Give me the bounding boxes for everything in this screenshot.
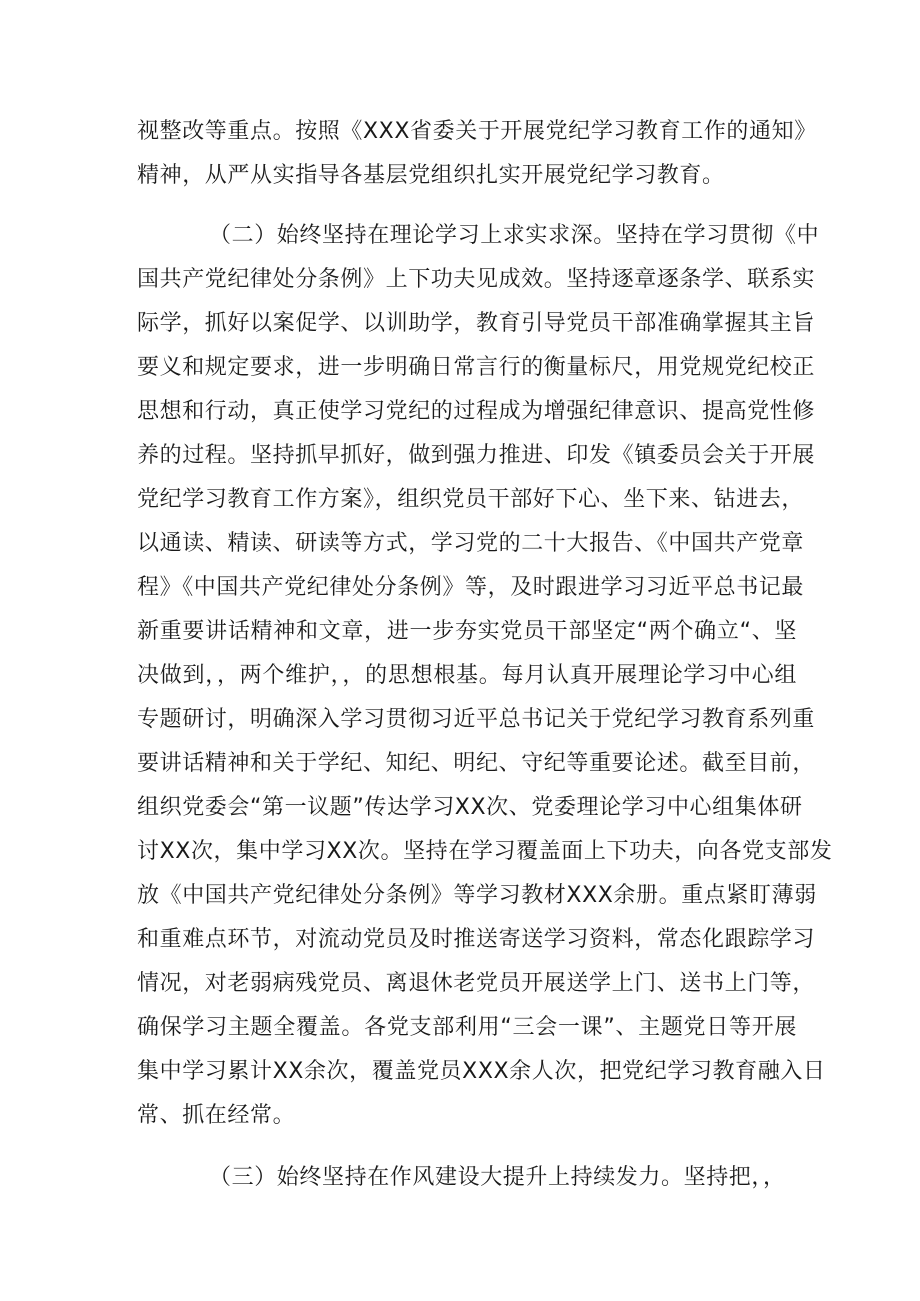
paragraph-line: 决做到，，两个维护，，的思想根基。每月认真开展理论学习中心组: [137, 663, 797, 688]
paragraph-line: 养的过程。坚持抓早抓好，做到强力推进、印发《镇委员会关于开展: [137, 443, 816, 468]
paragraph-line: 常、抓在经常。: [137, 1103, 296, 1128]
paragraph-line: 视整改等重点。按照《XXX省委关于开展党纪学习教育工作的通知》: [137, 119, 817, 144]
paragraph-line: 讨XX次，集中学习XX次。坚持在学习覆盖面上下功夫，向各党支部发: [137, 839, 833, 864]
paragraph-line: 放《中国共产党纪律处分条例》等学习教材XXX余册。重点紧盯薄弱: [137, 883, 817, 908]
paragraph-line: 思想和行动，真正使学习党纪的过程成为增强纪律意识、提高党性修: [137, 399, 816, 424]
paragraph-line: 情况，对老弱病残党员、离退休老党员开展送学上门、送书上门等，: [137, 971, 816, 996]
paragraph-line: 专题研讨，明确深入学习贯彻习近平总书记关于党纪学习教育系列重: [137, 707, 816, 732]
paragraph-line: 组织党委会“第一议题”传达学习XX次、党委理论学习中心组集体研: [137, 795, 803, 820]
paragraph-line: 以通读、精读、研读等方式，学习党的二十大报告、《中国共产党章: [137, 531, 805, 556]
section-heading-line: （三）始终坚持在作风建设大提升上持续发力。坚持把，，: [209, 1165, 786, 1190]
paragraph-line: 程》《中国共产党纪律处分条例》等，及时跟进学习习近平总书记最: [137, 575, 805, 600]
paragraph-line: 要义和规定要求，进一步明确日常言行的衡量标尺，用党规党纪校正: [137, 355, 816, 380]
paragraph-line: 新重要讲话精神和文章，进一步夯实党员干部坚定“两个确立“、坚: [137, 619, 797, 644]
section-heading-line: （二）始终坚持在理论学习上求实求深。坚持在学习贯彻《中: [209, 223, 820, 248]
paragraph-line: 要讲话精神和关于学纪、知纪、明纪、守纪等重要论述。截至目前，: [137, 751, 816, 776]
paragraph-line: 确保学习主题全覆盖。各党支部利用“三会一课”、主题党日等开展: [137, 1015, 797, 1040]
paragraph-line: 际学，抓好以案促学、以训助学，教育引导党员干部准确掌握其主旨: [137, 311, 816, 336]
paragraph-line: 和重难点环节，对流动党员及时推送寄送学习资料，常态化跟踪学习: [137, 927, 816, 952]
paragraph-line: 精神，从严从实指导各基层党组织扎实开展党纪学习教育。: [137, 163, 725, 188]
paragraph-line: 集中学习累计XX余次，覆盖党员XXX余人次，把党纪学习教育融入日: [137, 1059, 826, 1084]
paragraph-line: 党纪学习教育工作方案》，组织党员干部好下心、坐下来、钻进去，: [137, 487, 805, 512]
paragraph-line: 国共产党纪律处分条例》上下功夫见成效。坚持逐章逐条学、联系实: [137, 267, 816, 292]
